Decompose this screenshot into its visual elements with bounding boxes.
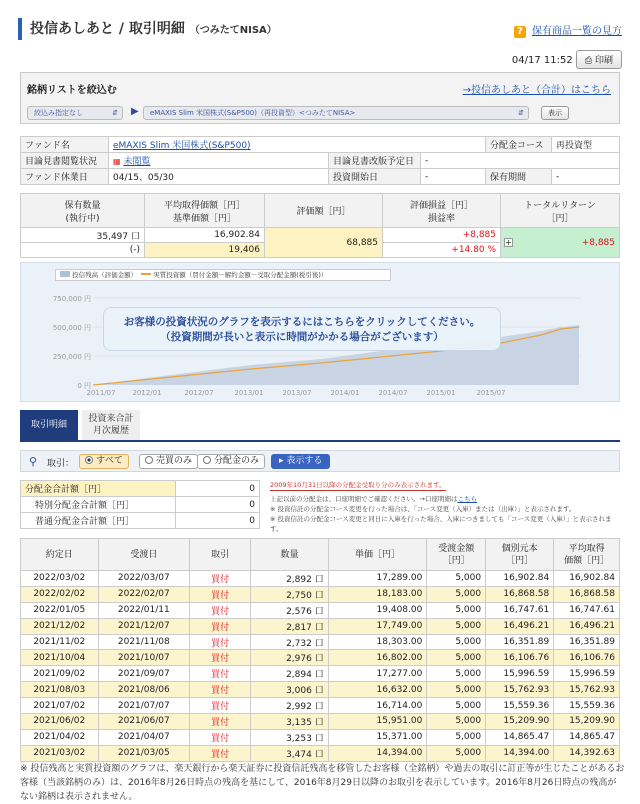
table-cell: 5,000 — [427, 698, 486, 714]
table-cell: 18,183.00 — [328, 586, 427, 602]
table-cell: 買付 — [190, 634, 251, 650]
table-cell: 5,000 — [427, 714, 486, 730]
timestamp-bar — [512, 50, 622, 69]
x-tick-label: 2015/07 — [476, 389, 506, 397]
table-cell: 買付 — [190, 618, 251, 634]
table-cell: 16,868.58 — [554, 586, 620, 602]
x-tick-label: 2014/01 — [330, 389, 360, 397]
x-tick-label: 2012/07 — [184, 389, 214, 397]
chart-legend: 投信残高（評価金額） 実質投資額（買付金額－解約金額－受取分配金額(税引後)） — [55, 269, 391, 281]
radio-dot-icon — [203, 456, 211, 464]
transaction-row — [21, 729, 620, 745]
table-cell: 15,996.59 — [554, 666, 620, 682]
holding-summary-table: 保有数量 (執行中) 平均取得価額［円］ 基準価額［円］ 評価額［円］ 評価損益［円］ 損益率 トータルリターン ［円］ 35,497 口 16,902.84 68,885 +8,885 + +8,885 (-) 19,406 +14.80 % — [20, 193, 620, 258]
table-cell: 16,351.89 — [486, 634, 554, 650]
table-cell: 19,408.00 — [328, 602, 427, 618]
column-header: 約定日 — [21, 539, 99, 571]
table-cell: 14,865.47 — [554, 729, 620, 745]
table-cell: 5,000 — [427, 634, 486, 650]
column-header: 受渡日 — [98, 539, 190, 571]
fund-info-table: ファンド名 eMAXIS Slim 米国株式(S&P500) 分配金コース 再投資型 目論見書閲覧状況 ▦ 未閲覧 目論見書改版予定日 - ファンド休業日 04/15、05/30 投資開始日 - 保有期間 - — [20, 136, 620, 185]
table-cell: 15,559.36 — [554, 698, 620, 714]
y-tick-label: 750,000 円 — [52, 295, 91, 303]
chart-overlay-message[interactable]: お客様の投資状況のグラフを表示するにはこちらをクリックしてください。 （投資期間が長いと表示に時間がかかる場合がございます） — [103, 307, 501, 351]
column-header: 取引 — [190, 539, 251, 571]
search-show-button[interactable]: ▸ 表示する — [271, 454, 330, 469]
column-header: 受渡金額 ［円］ — [427, 539, 486, 571]
table-cell: 5,000 — [427, 729, 486, 745]
table-cell: 2021/12/07 — [98, 618, 190, 634]
table-cell: 2,576 口 — [251, 602, 329, 618]
table-cell: 14,865.47 — [486, 729, 554, 745]
radio-trades-only[interactable]: 売買のみ — [139, 454, 198, 469]
tab-transaction-detail[interactable]: 取引明細 — [20, 410, 78, 440]
tab-divider — [20, 440, 620, 442]
table-cell: 16,747.61 — [554, 602, 620, 618]
column-header: 単価［円］ — [328, 539, 427, 571]
page-title: 投信あしあと / 取引明細 （つみたてNISA） — [18, 18, 418, 40]
table-cell: 16,106.76 — [554, 650, 620, 666]
table-cell: 2021/12/02 — [21, 618, 99, 634]
transaction-row — [21, 618, 620, 634]
print-button[interactable]: ⎙ 印刷 — [576, 50, 622, 69]
transaction-row — [21, 634, 620, 650]
table-cell: 2021/03/02 — [21, 745, 99, 761]
table-cell: 2021/04/07 — [98, 729, 190, 745]
table-cell: 2021/06/07 — [98, 714, 190, 730]
table-cell: 2022/03/02 — [21, 571, 99, 587]
table-cell: 18,303.00 — [328, 634, 427, 650]
table-cell: 17,289.00 — [328, 571, 427, 587]
table-cell: 2,817 口 — [251, 618, 329, 634]
total-summary-link[interactable]: →投信あしあと（合計）はこちら — [462, 85, 611, 96]
table-cell: 2022/02/02 — [21, 586, 99, 602]
table-cell: 買付 — [190, 650, 251, 666]
table-cell: 16,902.84 — [554, 571, 620, 587]
radio-all[interactable]: すべて — [79, 454, 129, 469]
table-cell: 17,277.00 — [328, 666, 427, 682]
x-tick-label: 2013/01 — [234, 389, 264, 397]
filter-show-button[interactable]: 表示 — [541, 106, 569, 120]
table-cell: 15,209.90 — [486, 714, 554, 730]
x-tick-label: 2011/07 — [86, 389, 116, 397]
column-header: 平均取得 価額［円］ — [554, 539, 620, 571]
table-cell: 16,747.61 — [486, 602, 554, 618]
x-tick-label: 2015/01 — [426, 389, 456, 397]
table-cell: 14,394.00 — [486, 745, 554, 761]
table-cell: 15,559.36 — [486, 698, 554, 714]
expand-icon[interactable]: + — [505, 238, 512, 247]
help-link[interactable]: ? 保有商品一覧の見方 — [514, 22, 622, 38]
table-cell: 5,000 — [427, 650, 486, 666]
table-cell: 16,868.58 — [486, 586, 554, 602]
table-cell: 2021/04/02 — [21, 729, 99, 745]
table-cell: 16,632.00 — [328, 682, 427, 698]
table-cell: 5,000 — [427, 586, 486, 602]
table-cell: 2021/08/06 — [98, 682, 190, 698]
table-cell: 3,006 口 — [251, 682, 329, 698]
fund-select[interactable]: eMAXIS Slim 米国株式(S&P500)（再投資型）<つみたてNISA> ⇵ — [143, 106, 529, 120]
table-cell: 16,351.89 — [554, 634, 620, 650]
table-cell: 2,894 口 — [251, 666, 329, 682]
dividend-notes: 2009年10月31日以降の分配金受取り分のみ表示されます。 上記以前の分配金は、口座明細でご確認ください。→口座明細はこちら ※ 投資信託の分配金コース変更を行った場合は、「コース変更（入庫）または（出庫）」と表示されます。 ※ 投資信託の分配金コース変更と同日に入庫を行った場合、入庫につきましても「コース変更（入庫）」と表示されます。 — [270, 481, 612, 533]
y-tick-label: 500,000 円 — [52, 324, 91, 332]
table-cell: 2,732 口 — [251, 634, 329, 650]
table-cell: 16,496.21 — [554, 618, 620, 634]
table-cell: 2,750 口 — [251, 586, 329, 602]
table-cell: 2021/10/07 — [98, 650, 190, 666]
transaction-row — [21, 745, 620, 761]
tab-monthly-history[interactable]: 投資来合計 月次履歴 — [82, 410, 140, 440]
radio-dot-icon — [145, 456, 153, 464]
table-cell: 2021/07/02 — [21, 698, 99, 714]
table-cell: 買付 — [190, 602, 251, 618]
filter-select-1[interactable]: 絞込み指定なし ⇵ — [27, 106, 123, 120]
table-cell: 2021/10/04 — [21, 650, 99, 666]
table-cell: 2021/11/08 — [98, 634, 190, 650]
transaction-row — [21, 698, 620, 714]
table-cell: 買付 — [190, 666, 251, 682]
column-header: 数量 — [251, 539, 329, 571]
table-cell: 買付 — [190, 714, 251, 730]
table-cell: 2021/06/02 — [21, 714, 99, 730]
investment-chart[interactable] — [20, 262, 620, 402]
table-cell: 5,000 — [427, 618, 486, 634]
pdf-icon: ▦ — [113, 157, 121, 166]
transaction-table — [20, 538, 620, 762]
x-tick-label: 2013/07 — [282, 389, 312, 397]
table-cell: 買付 — [190, 745, 251, 761]
y-tick-label: 0 円 — [77, 382, 91, 390]
table-cell: 3,253 口 — [251, 729, 329, 745]
table-cell: 16,902.84 — [486, 571, 554, 587]
transaction-row — [21, 602, 620, 618]
table-cell: 15,371.00 — [328, 729, 427, 745]
table-cell: 2021/03/05 — [98, 745, 190, 761]
footnote: ※ 投信残高と実質投資額のグラフは、楽天銀行から楽天証券に投資信託残高を移管したお客様（全銘柄）や過去の取引に訂正等が生じたことがあるお客様（当該銘柄のみ）は、2016年8月26日時点の残高を基にして、2016年8月29日以降のお取引を表示しています。2016年8月26日時点の残高がない銘柄は表示されません。 — [20, 764, 625, 802]
table-cell: 買付 — [190, 586, 251, 602]
table-cell: 2021/08/03 — [21, 682, 99, 698]
table-cell: 14,394.00 — [328, 745, 427, 761]
table-cell: 15,762.93 — [554, 682, 620, 698]
x-tick-label: 2014/07 — [378, 389, 408, 397]
table-cell: 2022/01/11 — [98, 602, 190, 618]
table-cell: 3,474 口 — [251, 745, 329, 761]
transaction-row — [21, 682, 620, 698]
transaction-row — [21, 714, 620, 730]
table-cell: 5,000 — [427, 682, 486, 698]
transaction-row — [21, 666, 620, 682]
table-cell: 2022/03/07 — [98, 571, 190, 587]
radio-dot-icon — [85, 456, 93, 464]
transaction-row — [21, 650, 620, 666]
fund-name-link[interactable]: eMAXIS Slim 米国株式(S&P500) — [109, 137, 486, 153]
transaction-filter-bar: ⚲ 取引： すべて 売買のみ 分配金のみ ▸ 表示する — [20, 450, 620, 472]
table-cell: 2,976 口 — [251, 650, 329, 666]
table-cell: 15,209.90 — [554, 714, 620, 730]
table-cell: 2021/09/07 — [98, 666, 190, 682]
help-icon: ? — [514, 26, 526, 38]
table-cell: 17,749.00 — [328, 618, 427, 634]
table-cell: 2,992 口 — [251, 698, 329, 714]
table-cell: 15,762.93 — [486, 682, 554, 698]
table-cell: 16,714.00 — [328, 698, 427, 714]
table-cell: 16,802.00 — [328, 650, 427, 666]
table-cell: 2022/02/07 — [98, 586, 190, 602]
table-cell: 15,951.00 — [328, 714, 427, 730]
table-cell: 買付 — [190, 571, 251, 587]
table-cell: 2022/01/05 — [21, 602, 99, 618]
transaction-row — [21, 571, 620, 587]
x-tick-label: 2012/01 — [132, 389, 162, 397]
table-cell: 2021/07/07 — [98, 698, 190, 714]
table-cell: 5,000 — [427, 666, 486, 682]
table-cell: 16,106.76 — [486, 650, 554, 666]
filter-label: 銘柄リストを絞込む — [27, 85, 117, 96]
y-tick-label: 250,000 円 — [52, 353, 91, 361]
table-cell: 5,000 — [427, 602, 486, 618]
radio-dividends-only[interactable]: 分配金のみ — [197, 454, 265, 469]
table-cell: 16,496.21 — [486, 618, 554, 634]
transaction-row — [21, 586, 620, 602]
search-icon: ⚲ — [29, 455, 38, 468]
filter-box — [20, 72, 620, 124]
table-cell: 5,000 — [427, 571, 486, 587]
table-cell: 14,392.63 — [554, 745, 620, 761]
account-statement-link[interactable]: こちら — [457, 495, 477, 503]
table-cell: 2,892 口 — [251, 571, 329, 587]
dividend-summary-table: 分配金合計額［円］ 0 特別分配金合計額［円］ 0 普通分配金合計額［円］ 0 — [20, 480, 260, 529]
table-cell: 買付 — [190, 682, 251, 698]
table-cell: 2021/11/02 — [21, 634, 99, 650]
table-cell: 2021/09/02 — [21, 666, 99, 682]
table-cell: 15,996.59 — [486, 666, 554, 682]
table-cell: 3,135 口 — [251, 714, 329, 730]
column-header: 個別元本 ［円］ — [486, 539, 554, 571]
prospectus-link[interactable]: 未閲覧 — [123, 157, 151, 167]
table-cell: 買付 — [190, 698, 251, 714]
arrow-right-icon: ▶ — [131, 106, 139, 117]
timestamp: 04/17 11:52 — [511, 55, 573, 66]
table-cell: 5,000 — [427, 745, 486, 761]
table-cell: 買付 — [190, 729, 251, 745]
